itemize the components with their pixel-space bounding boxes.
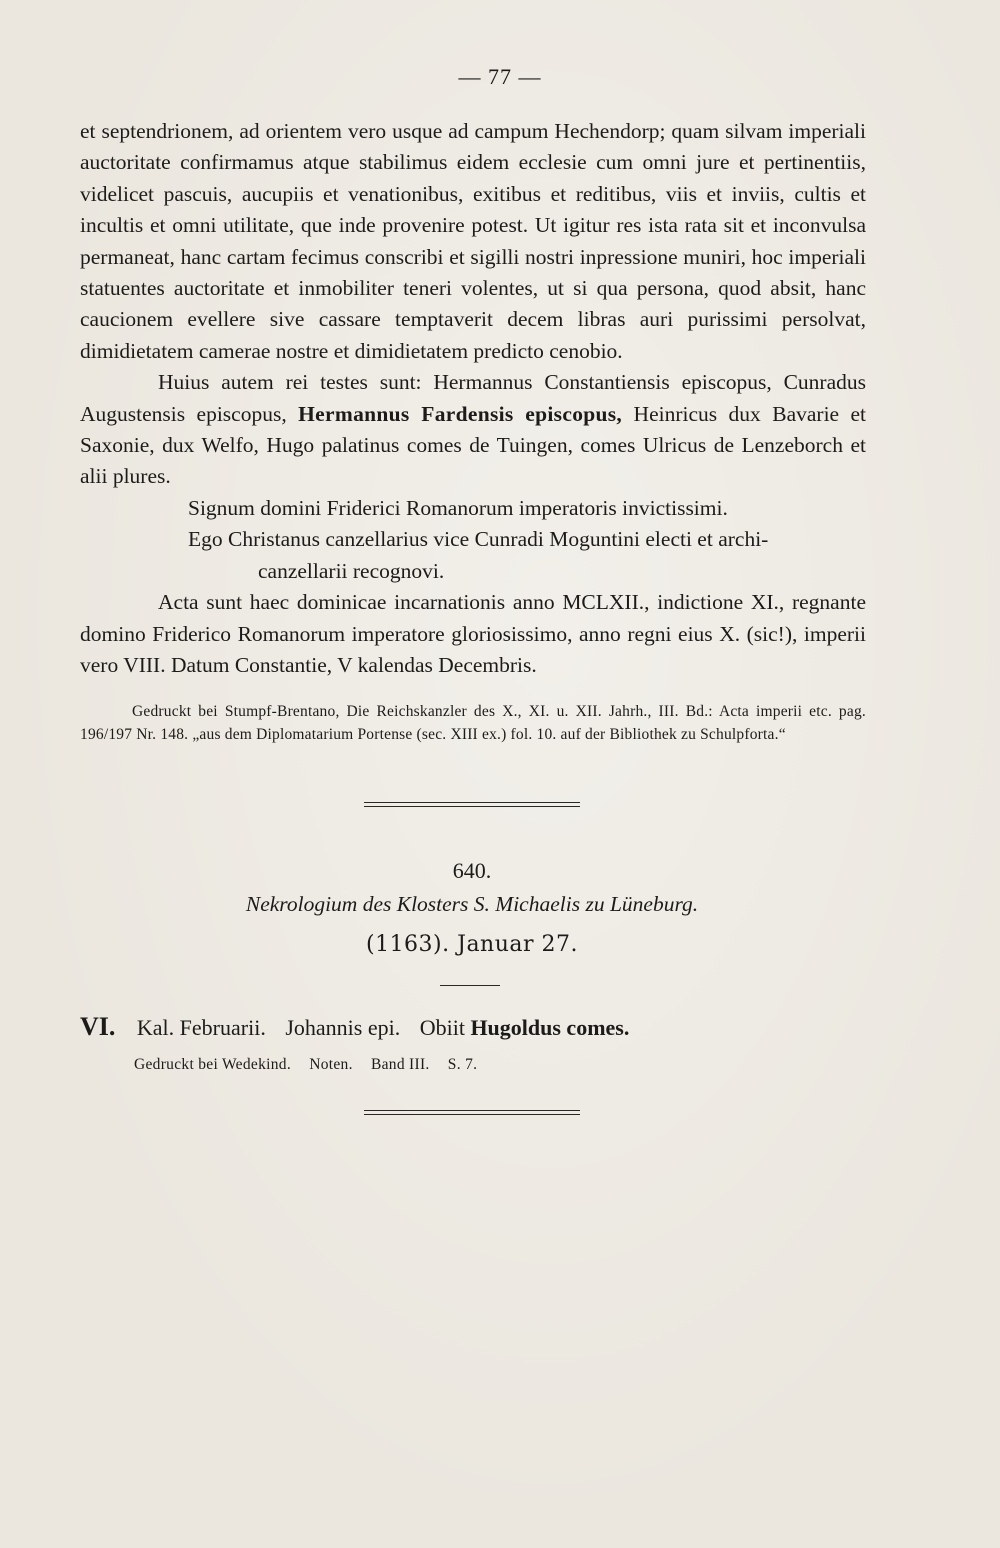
- end-divider: [364, 1110, 580, 1115]
- recognition-line-2: canzellarii recognovi.: [258, 558, 445, 583]
- entry-source-page: S. 7.: [447, 1056, 478, 1073]
- entry-saint: Johannis epi.: [285, 1015, 401, 1040]
- charter-paragraph-1: et septendrionem, ad orientem vero usque ad campum Hechendorp; quam silvam imperiali auctoritate confirmamus atque stabilimus eidem ecclesie cum omni jure et pertinentiis, videlicet pascuis, aucupiis et venationibus, exitibus et reditibus, viis et inviis, cultis et incultis et omni utilitate, que inde provenire potest. Ut igitur res ista rata sit et inconvulsa permaneat, hanc cartam fecimus conscribi et sigilli nostri inpressione muniri, hoc imperiali statuentes auctoritate et inmobiliter teneri volentes, ut si qua persona, quod absit, hanc caucionem evellere sive cassare temptaverit decem libras auri purissimi persolvat, dimidietatem camerae nostre et dimidietatem predicto cenobio.: [80, 119, 866, 363]
- document-title: Nekrologium des Klosters S. Michaelis zu Lüneburg.: [245, 892, 699, 916]
- recognition-line-1: Ego Christanus canzellarius vice Cunradi Moguntini electi et archi-: [188, 527, 769, 552]
- witnesses-text-before: Huius autem rei testes sunt: Hermannus Constantiensis episcopus, Cunradus Augustensis episcopus,: [80, 370, 866, 426]
- entry-source-noten: Noten.: [309, 1056, 353, 1073]
- witness-bold-name: Hermannus Fardensis episcopus,: [298, 401, 623, 426]
- document-date: (1163). Januar 27.: [365, 932, 579, 957]
- witnesses-text-after: Heinricus dux Bavarie et Saxonie, dux Welfo, Hugo palatinus comes de Tuingen, comes Ulricus de Lenzeborch et alii plures.: [80, 401, 867, 489]
- source-footnote: [80, 700, 866, 746]
- witnesses-paragraph: [80, 367, 866, 493]
- recognition-paragraph: [80, 524, 866, 587]
- signum-line: Signum domini Friderici Romanorum imperatoris invictissimi.: [188, 495, 728, 520]
- entry-source-text: Gedruckt bei Wedekind.: [134, 1056, 292, 1073]
- entry-obiit: Obiit: [419, 1015, 465, 1040]
- entry-name: Hugoldus comes.: [470, 1015, 630, 1040]
- necrology-entry: [80, 1012, 880, 1042]
- entry-source-band: Band III.: [370, 1056, 430, 1073]
- entry-source: [134, 1056, 477, 1074]
- section-divider: [364, 802, 580, 807]
- document-number: 640.: [452, 858, 492, 883]
- acta-paragraph: Acta sunt haec dominicae incarnationis anno MCLXII., indictione XI., regnante domino Friderico Romanorum imperatore gloriosissimo, anno regni eius X. (sic!), imperii vero VIII. Datum Constantie, V kalendas Decembris.: [80, 590, 866, 677]
- source-footnote-text: Gedruckt bei Stumpf-Brentano, Die Reichskanzler des X., XI. u. XII. Jahrh., III. Bd.: Acta imperii etc. pag. 196/197 Nr. 148. „aus dem Diplomatarium Portense (sec. XIII ex.) fol. 10. auf der Bibliothek zu Schulpforta.“: [80, 703, 866, 743]
- entry-numeral: VI.: [80, 1012, 116, 1041]
- charter-text: [80, 116, 866, 681]
- page-number: — 77 —: [458, 64, 542, 89]
- title-underline: [440, 985, 500, 986]
- entry-kalends: Kal. Februarii.: [136, 1015, 266, 1040]
